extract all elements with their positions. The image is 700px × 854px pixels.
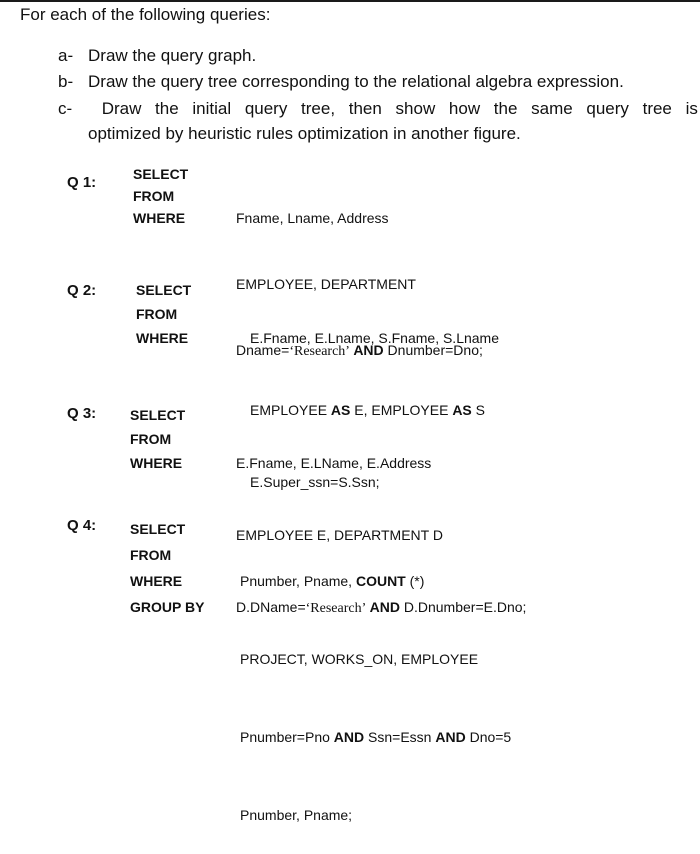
q4-from-value: PROJECT, WORKS_ON, EMPLOYEE (240, 651, 479, 667)
word: the (155, 99, 179, 118)
keyword-from: FROM (133, 188, 175, 204)
q1-label: Q 1: (67, 174, 97, 191)
q2-select-value: E.Fname, E.Lname, S.Fname, S.Lname (250, 330, 500, 346)
q4-label: Q 4: (67, 517, 97, 534)
task-letter: c- (58, 99, 73, 118)
task-b (58, 69, 624, 94)
task-c-line-2: optimized by heuristic rules optimization in another figure. (88, 124, 521, 143)
task-a (58, 43, 256, 68)
word: the (493, 99, 518, 118)
word: Draw (101, 99, 142, 118)
task-c (58, 96, 698, 146)
word: show (395, 99, 436, 118)
keyword-select: SELECT (136, 282, 192, 298)
q4-select-value: Pnumber, Pname, COUNT (*) (240, 573, 425, 589)
q3-label: Q 3: (67, 405, 97, 422)
word: initial (192, 99, 232, 118)
word: query (244, 99, 288, 118)
q2-where-value: E.Super_ssn=S.Ssn; (250, 474, 380, 490)
q1-where-value: Dname=‘Research’ AND Dnumber=Dno; (236, 342, 483, 359)
q1-keywords (133, 163, 188, 229)
task-text: Draw the query tree corresponding to the relational algebra expression. (88, 72, 624, 91)
keyword-group-by: GROUP BY (130, 599, 205, 615)
q3-keywords (130, 403, 185, 475)
q4-group-by-value: Pnumber, Pname; (240, 807, 353, 823)
q3-select-value: E.Fname, E.LName, E.Address (236, 455, 432, 471)
keyword-from: FROM (130, 547, 172, 563)
q2-label: Q 2: (67, 282, 97, 299)
keyword-select: SELECT (130, 521, 186, 537)
q3-where-value: D.DName=‘Research’ AND D.Dnumber=E.Dno; (236, 599, 527, 616)
q1-select-value: Fname, Lname, Address (236, 210, 389, 226)
q1-from-value: EMPLOYEE, DEPARTMENT (236, 276, 416, 292)
task-c-line-1 (58, 96, 698, 121)
word: tree, (301, 99, 336, 118)
keyword-select: SELECT (133, 166, 189, 182)
word: how (448, 99, 481, 118)
q4-keywords (130, 516, 204, 620)
q2-keywords (136, 278, 191, 350)
word: query (586, 99, 629, 118)
task-letter: a- (58, 46, 74, 65)
word: then (348, 99, 382, 118)
keyword-select: SELECT (130, 407, 186, 423)
keyword-from: FROM (136, 306, 178, 322)
keyword-from: FROM (130, 431, 172, 447)
keyword-where: WHERE (130, 573, 183, 589)
q4-where-value: Pnumber=Pno AND Ssn=Essn AND Dno=5 (240, 729, 512, 745)
keyword-where: WHERE (136, 330, 189, 346)
q3-from-value: EMPLOYEE E, DEPARTMENT D (236, 527, 443, 543)
q2-from-value: EMPLOYEE AS E, EMPLOYEE AS S (250, 402, 485, 418)
word: tree (642, 99, 672, 118)
keyword-where: WHERE (133, 210, 186, 226)
q4-values (240, 516, 511, 854)
heading: For each of the following queries: (20, 5, 271, 24)
word: is (685, 99, 698, 118)
keyword-where: WHERE (130, 455, 183, 471)
top-border (0, 0, 700, 2)
word: same (531, 99, 573, 118)
task-text: Draw the query graph. (88, 46, 257, 65)
task-letter: b- (58, 72, 74, 91)
